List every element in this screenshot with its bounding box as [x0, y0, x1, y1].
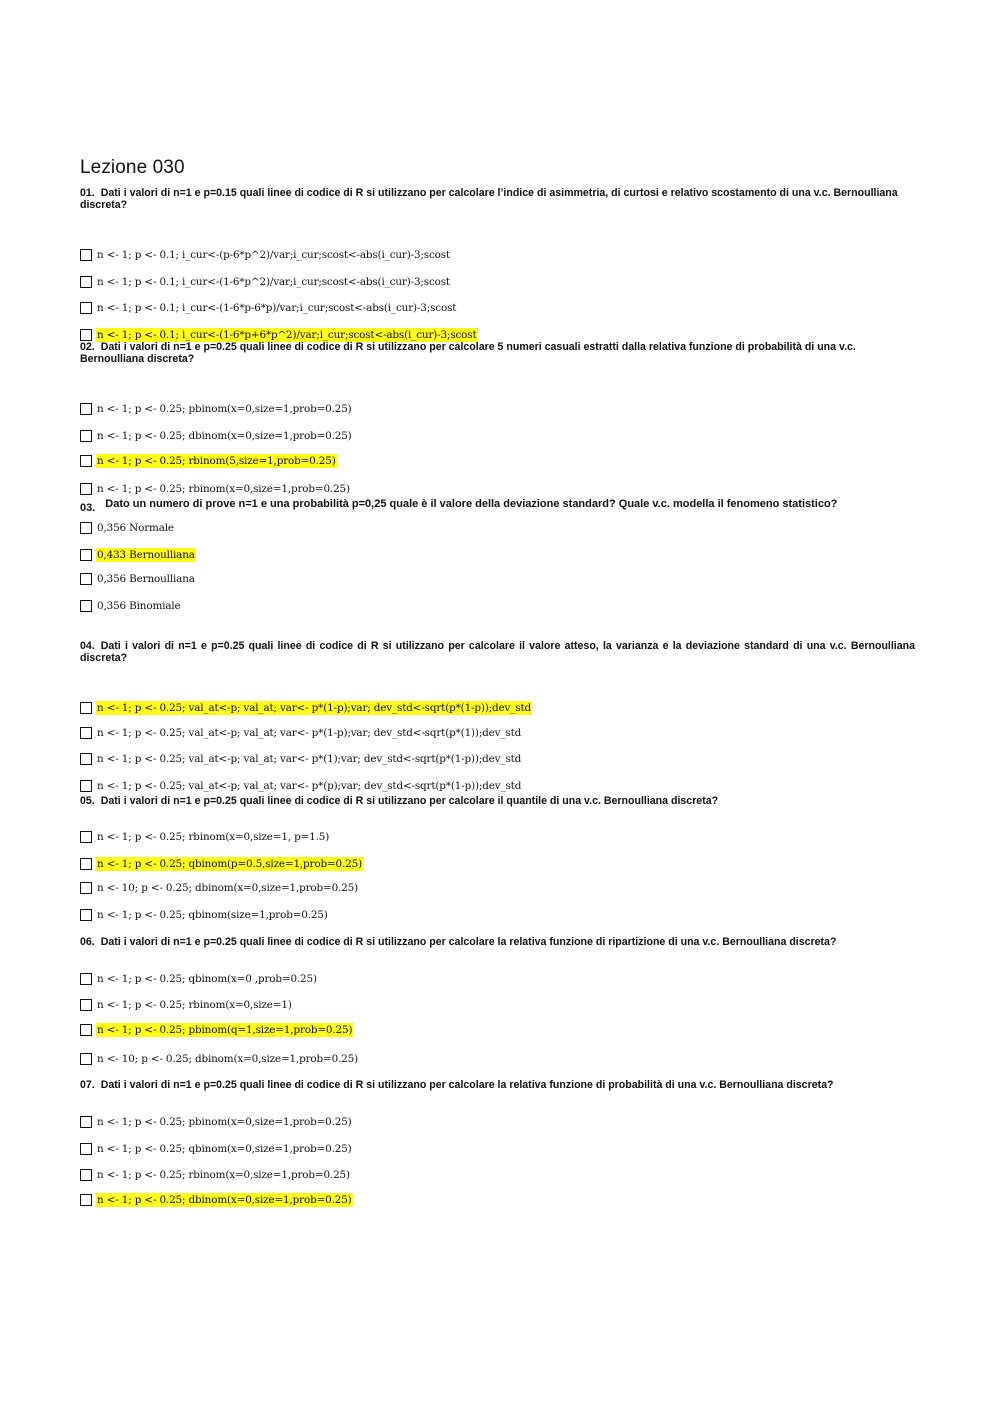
- checkbox[interactable]: [80, 522, 92, 534]
- question-text: [80, 498, 915, 514]
- answer-text: n <- 1; p <- 0.25; dbinom(x=0,size=1,prob=0.25): [97, 430, 352, 442]
- checkbox[interactable]: [80, 1116, 92, 1128]
- checkbox[interactable]: [80, 858, 92, 870]
- answer-text: 0,433 Bernoulliana: [97, 549, 195, 561]
- answer-option[interactable]: [80, 1167, 351, 1183]
- question-number: 05.: [80, 795, 95, 807]
- answer-text: n <- 1; p <- 0.25; pbinom(x=0,size=1,prob=0.25): [97, 1116, 352, 1128]
- answer-option[interactable]: [80, 547, 196, 563]
- question-text: [80, 640, 915, 664]
- question-number: 03.: [80, 502, 96, 514]
- answer-text: n <- 1; p <- 0.25; rbinom(x=0,size=1): [97, 999, 292, 1011]
- question-number: 07.: [80, 1079, 95, 1091]
- checkbox[interactable]: [80, 549, 92, 561]
- checkbox[interactable]: [80, 329, 92, 341]
- checkbox[interactable]: [80, 1169, 92, 1181]
- question-number: 06.: [80, 936, 95, 948]
- question-number: 02.: [80, 341, 95, 353]
- answer-option[interactable]: [80, 971, 318, 987]
- checkbox[interactable]: [80, 249, 92, 261]
- answer-option[interactable]: [80, 1114, 353, 1130]
- question-block-06: [80, 936, 915, 1065]
- question-label: Dati i valori di n=1 e p=0.15 quali linee di codice di R si utilizzano per calcolare l’indice di asimmetria, di curtosi e relativo scostamento di una v.c. Bernoulliana discreta?: [80, 187, 898, 211]
- question-block-04: [80, 640, 915, 792]
- answer-text: n <- 1; p <- 0.1; i_cur<-(1-6*p+6*p^2)/var;i_cur;scost<-abs(i_cur)-3;scost: [97, 329, 477, 341]
- answer-option[interactable]: [80, 1141, 353, 1157]
- answer-text: n <- 1; p <- 0.25; pbinom(q=1,size=1,prob=0.25): [97, 1024, 353, 1036]
- answer-text: n <- 1; p <- 0.25; val_at<-p; val_at; var<- p*(1-p);var; dev_std<-sqrt(p*(1-p));dev_std: [97, 702, 532, 714]
- checkbox[interactable]: [80, 1024, 92, 1036]
- checkbox[interactable]: [80, 973, 92, 985]
- answer-text: n <- 1; p <- 0.25; dbinom(x=0,size=1,prob=0.25): [97, 1194, 352, 1206]
- question-label: Dati i valori di n=1 e p=0.25 quali linee di codice di R si utilizzano per calcolare la relativa funzione di ripartizione di una v.c. Bernoulliana discreta?: [100, 936, 837, 948]
- answer-text: n <- 1; p <- 0.25; qbinom(size=1,prob=0.25): [97, 909, 328, 921]
- answer-text: n <- 1; p <- 0.25; qbinom(x=0 ,prob=0.25): [97, 973, 317, 985]
- question-block-03: [80, 498, 915, 612]
- answer-option[interactable]: [80, 428, 353, 444]
- answer-option[interactable]: [80, 481, 351, 497]
- question-text: [80, 341, 915, 365]
- question-label: Dati i valori di n=1 e p=0.25 quali linee di codice di R si utilizzano per calcolare il quantile di una v.c. Bernoulliana discreta?: [100, 795, 719, 807]
- checkbox[interactable]: [80, 702, 92, 714]
- answer-text: n <- 1; p <- 0.25; rbinom(x=0,size=1,prob=0.25): [97, 483, 350, 495]
- question-number: 01.: [80, 187, 95, 199]
- checkbox[interactable]: [80, 831, 92, 843]
- answer-option[interactable]: [80, 598, 182, 614]
- question-block-07: [80, 1079, 915, 1206]
- answer-option[interactable]: [80, 725, 522, 741]
- answer-option[interactable]: [80, 401, 353, 417]
- checkbox[interactable]: [80, 1053, 92, 1065]
- question-number: 04.: [80, 640, 95, 652]
- answer-text: n <- 1; p <- 0.25; rbinom(x=0,size=1, p=1.5): [97, 831, 330, 843]
- checkbox[interactable]: [80, 455, 92, 467]
- answer-text: n <- 1; p <- 0.25; rbinom(5,size=1,prob=0.25): [97, 455, 336, 467]
- answer-option[interactable]: [80, 247, 451, 263]
- checkbox[interactable]: [80, 573, 92, 585]
- question-text: [80, 1079, 915, 1091]
- answer-option[interactable]: [80, 751, 522, 767]
- checkbox[interactable]: [80, 753, 92, 765]
- answer-text: n <- 1; p <- 0.1; i_cur<-(p-6*p^2)/var;i_cur;scost<-abs(i_cur)-3;scost: [97, 249, 450, 261]
- answer-text: n <- 1; p <- 0.25; val_at<-p; val_at; var<- p*(p);var; dev_std<-sqrt(p*(1-p));dev_std: [97, 780, 522, 792]
- checkbox[interactable]: [80, 302, 92, 314]
- answer-option[interactable]: [80, 571, 196, 587]
- answer-option[interactable]: [80, 700, 532, 716]
- answer-option[interactable]: [80, 300, 457, 316]
- answer-text: n <- 1; p <- 0.25; rbinom(x=0,size=1,prob=0.25): [97, 1169, 350, 1181]
- answer-option[interactable]: [80, 880, 359, 896]
- question-text: [80, 187, 915, 211]
- question-label: Dati i valori di n=1 e p=0.25 quali linee di codice di R si utilizzano per calcolare 5 numeri casuali estratti dalla relativa funzione di probabilità di una v.c. Bernoulliana discreta?: [80, 341, 856, 365]
- answer-option[interactable]: [80, 1022, 353, 1038]
- answer-option[interactable]: [80, 1051, 359, 1067]
- answer-option[interactable]: [80, 778, 522, 794]
- answer-text: n <- 1; p <- 0.25; val_at<-p; val_at; var<- p*(1);var; dev_std<-sqrt(p*(1-p));dev_std: [97, 753, 522, 765]
- page-title: Lezione 030: [80, 157, 185, 178]
- question-label: Dati i valori di n=1 e p=0.25 quali linee di codice di R si utilizzano per calcolare la relativa funzione di probabilità di una v.c. Bernoulliana discreta?: [100, 1079, 834, 1091]
- checkbox[interactable]: [80, 1194, 92, 1206]
- answer-option[interactable]: [80, 274, 451, 290]
- question-block-01: [80, 187, 915, 341]
- answer-text: n <- 10; p <- 0.25; dbinom(x=0,size=1,prob=0.25): [97, 1053, 359, 1065]
- checkbox[interactable]: [80, 727, 92, 739]
- checkbox[interactable]: [80, 430, 92, 442]
- checkbox[interactable]: [80, 403, 92, 415]
- answer-text: n <- 1; p <- 0.25; qbinom(p=0.5,size=1,prob=0.25): [97, 858, 362, 870]
- answer-text: n <- 1; p <- 0.25; val_at<-p; val_at; var<- p*(1-p);var; dev_std<-sqrt(p*(1));dev_std: [97, 727, 522, 739]
- checkbox[interactable]: [80, 780, 92, 792]
- answer-text: n <- 1; p <- 0.1; i_cur<-(1-6*p^2)/var;i_cur;scost<-abs(i_cur)-3;scost: [97, 276, 450, 288]
- checkbox[interactable]: [80, 909, 92, 921]
- answer-option[interactable]: [80, 453, 337, 469]
- answer-text: n <- 1; p <- 0.25; qbinom(x=0,size=1,prob=0.25): [97, 1143, 352, 1155]
- checkbox[interactable]: [80, 999, 92, 1011]
- answer-option[interactable]: [80, 520, 175, 536]
- question-block-02: [80, 341, 915, 495]
- question-label: Dato un numero di prove n=1 e una probabilità p=0,25 quale è il valore della deviazione standard? Quale v.c. modella il fenomeno statistico?: [105, 498, 838, 510]
- question-text: [80, 795, 915, 807]
- answer-text: n <- 10; p <- 0.25; dbinom(x=0,size=1,prob=0.25): [97, 882, 359, 894]
- checkbox[interactable]: [80, 483, 92, 495]
- answer-option[interactable]: [80, 907, 329, 923]
- answer-option[interactable]: [80, 997, 293, 1013]
- answer-text: n <- 1; p <- 0.25; pbinom(x=0,size=1,prob=0.25): [97, 403, 352, 415]
- checkbox[interactable]: [80, 276, 92, 288]
- answer-text: n <- 1; p <- 0.1; i_cur<-(1-6*p-6*p)/var;i_cur;scost<-abs(i_cur)-3;scost: [97, 302, 457, 314]
- answer-option[interactable]: [80, 856, 363, 872]
- question-text: [80, 936, 915, 948]
- answer-text: 0,356 Binomiale: [97, 600, 181, 612]
- checkbox[interactable]: [80, 600, 92, 612]
- answer-text: 0,356 Bernoulliana: [97, 573, 195, 585]
- question-block-05: [80, 795, 915, 921]
- checkbox[interactable]: [80, 882, 92, 894]
- answer-option[interactable]: [80, 1192, 353, 1208]
- answer-option[interactable]: [80, 829, 330, 845]
- question-label: Dati i valori di n=1 e p=0.25 quali linee di codice di R si utilizzano per calcolare il valore atteso, la varianza e la deviazione standard di una v.c. Bernoulliana discreta?: [80, 640, 915, 664]
- answer-text: 0,356 Normale: [97, 522, 174, 534]
- checkbox[interactable]: [80, 1143, 92, 1155]
